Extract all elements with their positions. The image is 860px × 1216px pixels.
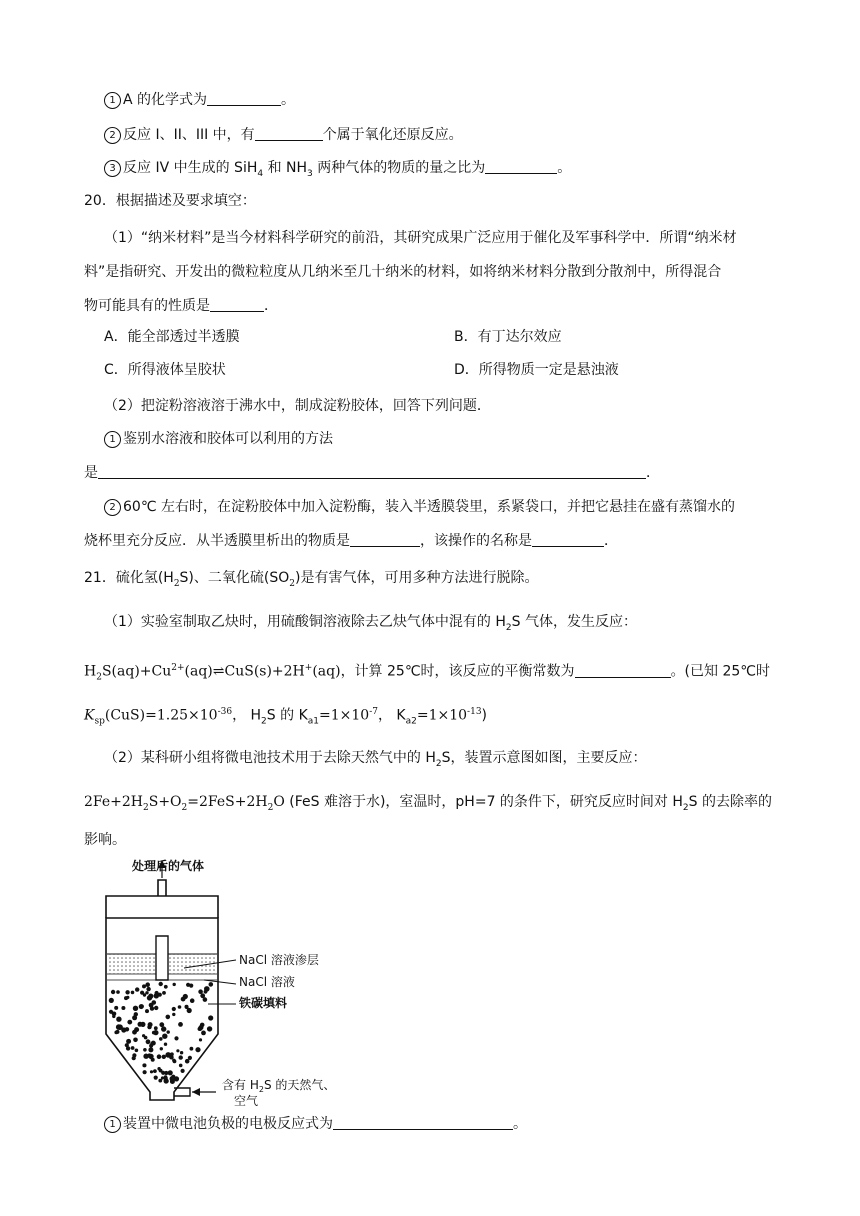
filler-particle bbox=[159, 1037, 163, 1041]
label-inlet-line1: 含有 $H_2S$ 的天然气、 bbox=[222, 1078, 336, 1094]
filler-particle bbox=[133, 1038, 138, 1043]
filler-particle bbox=[183, 994, 188, 999]
filler-particle bbox=[162, 1055, 166, 1059]
q20-title: 20．根据描述及要求填空： bbox=[84, 193, 256, 209]
filler-particle bbox=[133, 1006, 138, 1011]
q20-p2-item2: 2 60℃ 左右时，在淀粉胶体中加入淀粉酶，装入半透膜袋里，系紧袋口，并把它悬挂在盛有蒸馏水的 bbox=[104, 497, 735, 517]
filler-particle bbox=[153, 1069, 157, 1073]
filler-particle bbox=[199, 1038, 202, 1041]
q21-title: 21．硫化氢$(H_2S)$、二氧化硫$(SO_2)$是有害气体，可用多种方法进行脱除。 bbox=[84, 570, 539, 589]
filler-particle bbox=[154, 1030, 159, 1035]
filler-particle bbox=[165, 1052, 171, 1058]
filler-particle bbox=[150, 1070, 153, 1073]
filler-particle bbox=[185, 1005, 189, 1009]
filler-particle bbox=[143, 1048, 147, 1052]
answer-blank[interactable] bbox=[485, 159, 557, 174]
q19-item-2: 2 反应 I、II、III 中，有 个属于氧化还原反应。 bbox=[104, 125, 463, 145]
q20-option-d[interactable]: D．所得物质一定是悬浊液 bbox=[454, 362, 619, 378]
filler-particle bbox=[127, 1020, 132, 1025]
answer-blank[interactable] bbox=[532, 532, 604, 547]
filler-particle bbox=[178, 1005, 182, 1009]
filler-particle bbox=[172, 1059, 176, 1063]
filler-particle bbox=[145, 1009, 149, 1013]
label-nacl-solution: NaCl 溶液 bbox=[239, 975, 295, 989]
q19-item-1: 1 A 的化学式为 。 bbox=[104, 90, 295, 110]
filler-particle bbox=[154, 1006, 158, 1010]
filler-particle bbox=[155, 991, 159, 995]
q20-option-c[interactable]: C．所得液体呈胶状 bbox=[104, 362, 226, 378]
label-inlet-line2: 空气 bbox=[234, 1094, 259, 1106]
filler-particle bbox=[189, 984, 193, 988]
filler-particle bbox=[116, 1017, 121, 1022]
q20-p1-line3: 物可能具有的性质是 ． bbox=[84, 298, 278, 314]
filler-particle bbox=[164, 985, 168, 989]
vessel-cap bbox=[106, 896, 218, 918]
answer-blank[interactable] bbox=[210, 297, 264, 312]
filler-particle bbox=[109, 998, 114, 1003]
filler-particle bbox=[112, 1015, 115, 1018]
filler-particle bbox=[148, 1053, 151, 1056]
inlet-arrowhead-icon bbox=[192, 1088, 200, 1096]
filler-particle bbox=[172, 1013, 175, 1016]
filler-particle bbox=[135, 1049, 139, 1053]
filler-particle bbox=[209, 982, 214, 987]
label-iron-carbon: 铁碳填料 bbox=[239, 996, 288, 1010]
q20-option-b[interactable]: B．有丁达尔效应 bbox=[454, 329, 562, 345]
filler-particle bbox=[143, 1070, 147, 1074]
center-tube bbox=[156, 936, 168, 980]
q19-item-3: 3 反应 IV 中生成的 SiH$_4$ 和 $NH_3$ 两种气体的物质的量之比为 。 bbox=[104, 158, 571, 184]
filler-particle bbox=[188, 1056, 192, 1060]
filler-particle bbox=[198, 989, 203, 994]
filler-particle bbox=[159, 982, 163, 986]
filler-particle bbox=[131, 991, 135, 995]
answer-blank[interactable] bbox=[575, 663, 671, 678]
filler-particle bbox=[161, 1026, 166, 1031]
answer-blank[interactable] bbox=[207, 91, 281, 106]
filler-particle bbox=[116, 1024, 122, 1030]
answer-blank[interactable] bbox=[350, 532, 420, 547]
filler-particle bbox=[167, 1030, 170, 1033]
filler-particle bbox=[148, 1047, 153, 1052]
filler-particle bbox=[146, 1039, 151, 1044]
filler-particle bbox=[134, 1027, 139, 1032]
q21-question-1: 1 装置中微电池负极的电极反应式为 。 bbox=[104, 1114, 527, 1134]
q20-p2-item2-line2: 烧杯里充分反应．从半透膜里析出的物质是 ，该操作的名称是 ． bbox=[84, 533, 618, 549]
q21-p2-end: 影响。 bbox=[84, 832, 126, 848]
filler-particle bbox=[170, 1076, 175, 1081]
filler-particle bbox=[134, 1012, 138, 1016]
filler-particle bbox=[176, 1049, 179, 1052]
filler-particle bbox=[145, 982, 150, 987]
q20-p1-line1: （1）“纳米材料”是当今材料科学研究的前沿，其研究成果广泛应用于催化及军事科学中．所谓“纳米材 bbox=[104, 230, 737, 246]
filler-particle bbox=[198, 1027, 201, 1030]
filler-particle bbox=[143, 993, 146, 996]
answer-blank[interactable] bbox=[255, 126, 323, 141]
q20-option-a[interactable]: A．能全部透过半透膜 bbox=[104, 329, 240, 345]
filler-particle bbox=[114, 1006, 118, 1010]
q21-constants: $K_{sp}(CuS)=1.25\times 10^{-36}$， $H_2S$ 的 $K_{a1}=1\times 10^{-7}$， $K_{a2}=1\times 10^{-13}$) bbox=[84, 707, 488, 727]
filler-particle bbox=[190, 998, 195, 1003]
filler-particle bbox=[180, 1051, 183, 1054]
filler-particle bbox=[187, 1008, 192, 1013]
q21-p1: （1）实验室制取乙炔时，用硫酸铜溶液除去乙炔气体中混有的 $H_2S$ 气体，发生反应： bbox=[104, 614, 637, 633]
filler-particle bbox=[174, 1036, 178, 1040]
filler-particle bbox=[181, 1069, 185, 1073]
filler-particle bbox=[140, 1004, 144, 1008]
filler-particle bbox=[148, 1022, 153, 1027]
filler-particle bbox=[162, 1034, 167, 1039]
q21-equation-1: $H_2S(aq)+Cu^{2+}(aq)\rightleftharpoons CuS(s)+2H^+(aq)$，计算 25℃时，该反应的平衡常数为 。(已知 25℃时 bbox=[84, 663, 771, 683]
filler-particle bbox=[159, 1022, 164, 1027]
answer-blank[interactable] bbox=[98, 464, 646, 479]
filler-particle bbox=[132, 1056, 136, 1060]
filler-particle bbox=[154, 1026, 158, 1030]
filler-particle bbox=[124, 996, 128, 1000]
filler-particle bbox=[208, 1015, 213, 1020]
filler-particle bbox=[179, 1064, 183, 1068]
filler-particle bbox=[173, 983, 176, 986]
outlet-tube bbox=[158, 880, 166, 896]
filler-particle bbox=[203, 997, 208, 1002]
filler-particle bbox=[168, 1070, 173, 1075]
filler-particle bbox=[195, 1047, 200, 1052]
filler-particle bbox=[166, 1015, 171, 1020]
filler-particle bbox=[142, 1034, 145, 1037]
filler-particle bbox=[164, 1043, 167, 1046]
q20-p2: （2）把淀粉溶液溶于沸水中，制成淀粉胶体，回答下列问题． bbox=[104, 398, 491, 414]
filler-particle bbox=[149, 1044, 153, 1048]
filler-particle bbox=[162, 991, 166, 995]
filler-particle bbox=[179, 1055, 183, 1059]
filler-particle bbox=[201, 1031, 206, 1036]
filler-particle bbox=[111, 990, 115, 994]
filler-particle bbox=[154, 1076, 158, 1080]
filler-particle bbox=[140, 1022, 145, 1027]
label-outlet-gas: 处理后的气体 bbox=[132, 859, 205, 873]
filler-particle bbox=[142, 984, 146, 988]
filler-particle bbox=[121, 1006, 125, 1010]
q21-equation-2: $2Fe+2H_2S+O_2=2FeS+2H_2O$ (FeS 难溶于水)，室温时，pH=7 的条件下，研究反应时间对 $H_2S$ 的去除率的 bbox=[84, 794, 772, 813]
filler-particle bbox=[143, 1063, 147, 1067]
apparatus-diagram bbox=[96, 856, 376, 1106]
filler-particle bbox=[147, 995, 152, 1000]
filler-particle bbox=[116, 1030, 120, 1034]
filler-particle bbox=[178, 1022, 183, 1027]
answer-blank[interactable] bbox=[333, 1115, 513, 1130]
filler-particle bbox=[126, 1039, 131, 1044]
iron-carbon-filler bbox=[109, 982, 214, 1084]
filler-particle bbox=[146, 987, 150, 991]
q20-p2-item1-answer: 是 ． bbox=[84, 465, 660, 481]
filler-particle bbox=[190, 1047, 194, 1051]
filler-particle bbox=[207, 1026, 212, 1031]
filler-particle bbox=[164, 1075, 168, 1079]
filler-particle bbox=[149, 1004, 152, 1007]
filler-particle bbox=[131, 1046, 135, 1050]
filler-particle bbox=[161, 1076, 164, 1079]
filler-particle bbox=[157, 1054, 162, 1059]
filler-particle bbox=[204, 990, 208, 994]
filler-particle bbox=[157, 1067, 160, 1070]
filler-particle bbox=[116, 990, 120, 994]
filler-particle bbox=[109, 1010, 113, 1014]
filler-particle bbox=[125, 990, 129, 994]
filler-particle bbox=[200, 1023, 205, 1028]
label-nacl-layer: NaCl 溶液渗层 bbox=[239, 953, 319, 967]
filler-particle bbox=[125, 1027, 129, 1031]
filler-particle bbox=[160, 1047, 163, 1050]
filler-particle bbox=[172, 1007, 176, 1011]
q20-p2-item1: 1 鉴别水溶液和胶体可以利用的方法 bbox=[104, 429, 333, 449]
filler-particle bbox=[135, 987, 139, 991]
q21-p2: （2）某科研小组将微电池技术用于去除天然气中的 $H_2S$，装置示意图如图，主要反应： bbox=[104, 750, 647, 769]
q20-p1-line2: 料”是指研究、开发出的微粒粒度从几纳米至几十纳米的材料，如将纳米材料分散到分散剂中，所得混合 bbox=[84, 264, 722, 280]
